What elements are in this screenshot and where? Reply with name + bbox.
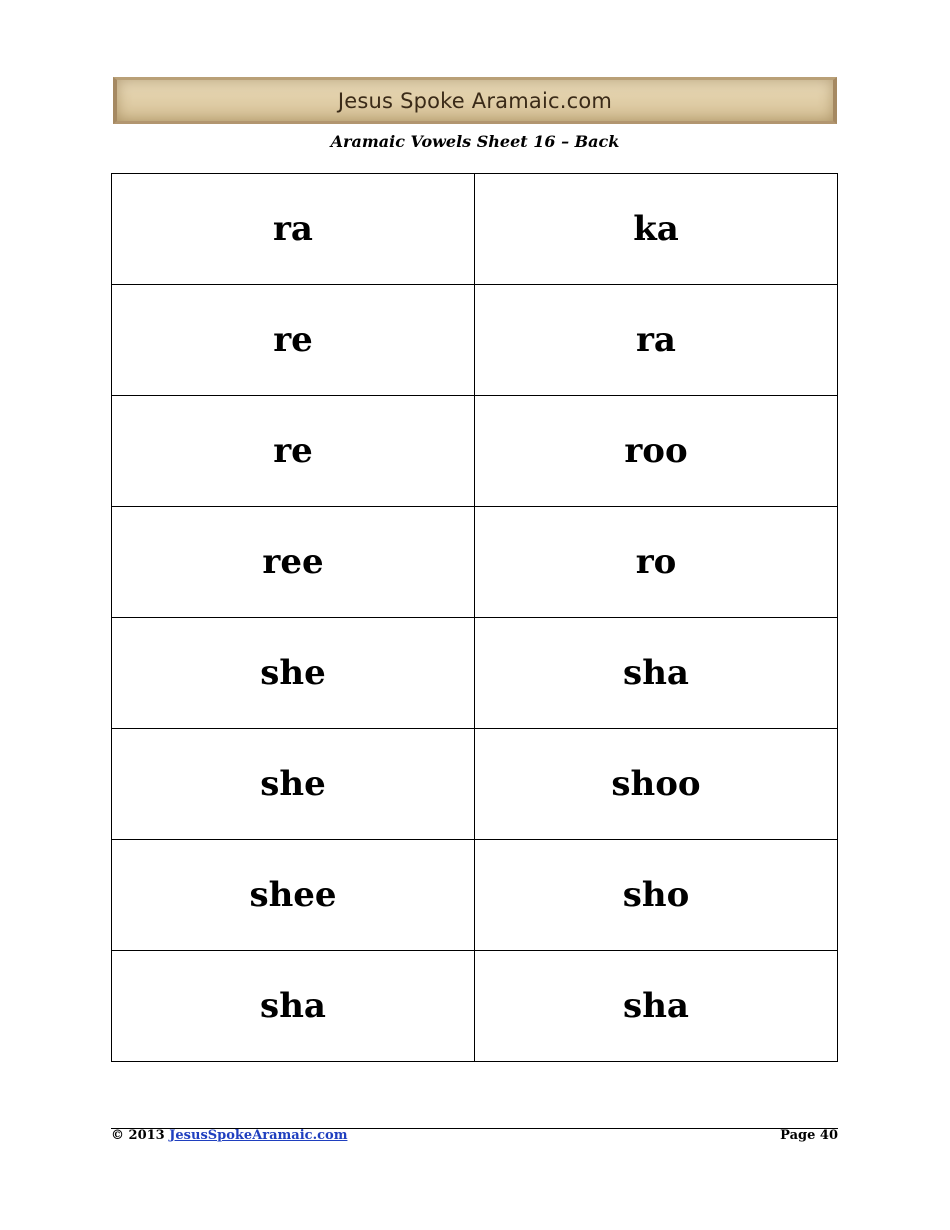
table-row [112, 840, 838, 951]
flashcard-cell: re [112, 396, 475, 507]
site-banner [113, 77, 837, 124]
flashcard-cell: ka [475, 174, 838, 285]
website-link[interactable]: JesusSpokeAramaic.com [169, 1128, 348, 1143]
flashcard-cell: re [112, 285, 475, 396]
flashcard-cell: shee [112, 840, 475, 951]
flashcard-cell: shoo [475, 729, 838, 840]
flashcard-cell: sho [475, 840, 838, 951]
flashcard-cell: ra [112, 174, 475, 285]
flashcard-cell: ree [112, 507, 475, 618]
flashcard-cell: sha [475, 618, 838, 729]
flashcard-cell: she [112, 729, 475, 840]
page-number: Page 40 [780, 1128, 838, 1143]
flashcard-cell: ra [475, 285, 838, 396]
table-row [112, 285, 838, 396]
flashcard-cell: sha [475, 951, 838, 1062]
flashcard-cell: she [112, 618, 475, 729]
footer-copyright [111, 1128, 347, 1144]
flashcard-cell: roo [475, 396, 838, 507]
table-row [112, 396, 838, 507]
copyright-text: © 2013 [111, 1128, 165, 1143]
flashcard-grid [111, 173, 838, 1062]
sheet-title: Aramaic Vowels Sheet 16 – Back [330, 132, 620, 151]
table-row [112, 174, 838, 285]
flashcard-cell: ro [475, 507, 838, 618]
table-row [112, 507, 838, 618]
flashcard-cell: sha [112, 951, 475, 1062]
table-row [112, 618, 838, 729]
banner-title: Jesus Spoke Aramaic.com [337, 88, 613, 113]
page-footer [111, 1128, 838, 1144]
table-row [112, 951, 838, 1062]
flashcard-grid-body [112, 174, 838, 1062]
table-row [112, 729, 838, 840]
